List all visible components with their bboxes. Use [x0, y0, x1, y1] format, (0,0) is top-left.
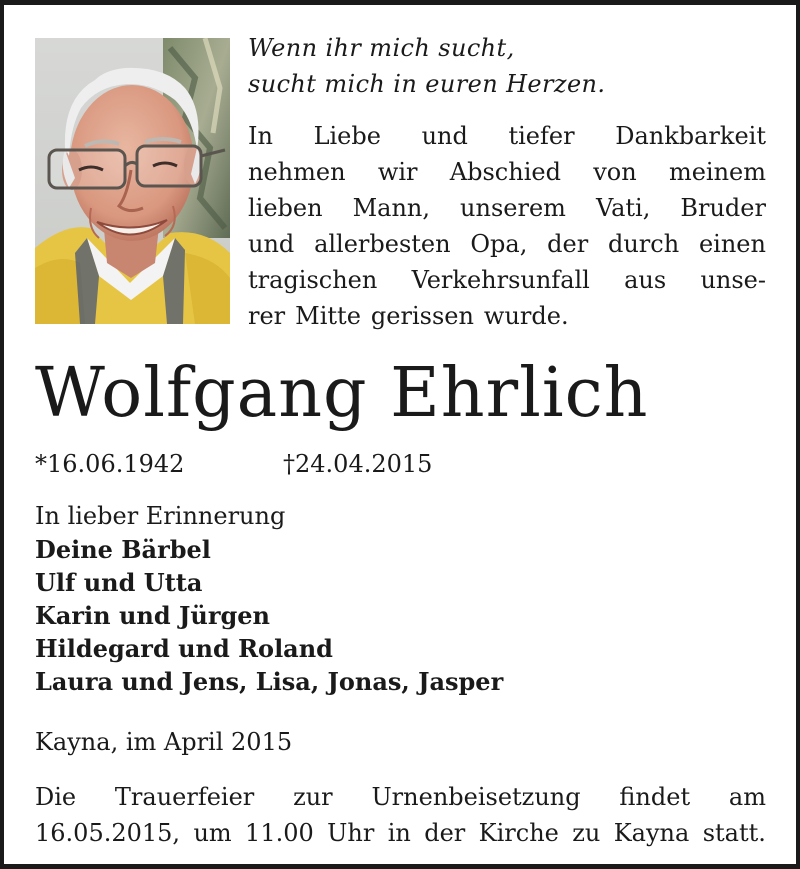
service-announcement	[35, 779, 766, 851]
text-line	[35, 815, 766, 851]
family-member-line: Karin und Jürgen	[35, 601, 270, 630]
portrait-photo	[35, 38, 230, 324]
family-signatures	[35, 500, 503, 698]
text-word: Opa,	[470, 230, 528, 258]
family-member-line: Hildegard und Roland	[35, 634, 333, 663]
deceased-name: Wolfgang Ehrlich	[35, 354, 649, 433]
text-word: zur	[293, 783, 333, 811]
family-member-line: Laura und Jens, Lisa, Jonas, Jasper	[35, 667, 504, 696]
family-member-line: Ulf und Utta	[35, 568, 203, 597]
text-line	[248, 154, 766, 190]
text-word: unse-	[700, 266, 766, 294]
text-line	[248, 262, 766, 298]
text-line	[35, 779, 766, 815]
text-word: Uhr	[327, 819, 375, 847]
text-word: Liebe	[313, 122, 381, 150]
text-word: Vati,	[595, 194, 651, 222]
text-word: Trauerfeier	[114, 783, 255, 811]
text-word: zu	[572, 819, 601, 847]
text-word: Verkehrsunfall	[411, 266, 590, 294]
text-word: meinem	[668, 158, 766, 186]
motto-line: sucht mich in euren Herzen.	[248, 70, 606, 98]
text-word: der	[547, 230, 589, 258]
text-word: Kayna	[613, 819, 690, 847]
text-line	[248, 118, 766, 154]
text-word: findet	[619, 783, 691, 811]
text-word: lieben	[248, 194, 323, 222]
family-intro: In lieber Erinnerung	[35, 502, 286, 530]
text-word: tragischen	[248, 266, 378, 294]
family-member-line: Deine Bärbel	[35, 535, 211, 564]
text-word: Mitte	[295, 302, 361, 330]
text-word: tiefer	[508, 122, 575, 150]
text-word: 11.00	[245, 819, 314, 847]
text-word: Mann,	[352, 194, 431, 222]
place-date: Kayna, im April 2015	[35, 728, 293, 756]
intro-text	[248, 118, 766, 334]
text-word: wurde.	[483, 302, 569, 330]
text-line	[248, 190, 766, 226]
text-word: von	[593, 158, 637, 186]
text-word: 16.05.2015,	[35, 819, 181, 847]
text-word: in	[387, 819, 411, 847]
text-word: In	[248, 122, 273, 150]
text-word: allerbesten	[314, 230, 451, 258]
text-word: am	[728, 783, 766, 811]
text-word: Dankbarkeit	[615, 122, 766, 150]
birth-date: *16.06.1942	[35, 450, 185, 478]
text-word: wir	[377, 158, 418, 186]
text-line	[248, 226, 766, 262]
text-word: unserem	[460, 194, 566, 222]
text-word: statt.	[702, 819, 766, 847]
text-word: rer	[248, 302, 286, 330]
text-word: Urnenbeisetzung	[371, 783, 581, 811]
text-word: durch	[607, 230, 680, 258]
text-word: einen	[698, 230, 766, 258]
text-word: Kirche	[478, 819, 559, 847]
text-word: um	[193, 819, 232, 847]
text-word: und	[248, 230, 295, 258]
text-word: Bruder	[680, 194, 766, 222]
text-word: nehmen	[248, 158, 346, 186]
text-line	[248, 298, 766, 334]
death-date: †24.04.2015	[283, 450, 433, 478]
text-word: aus	[624, 266, 667, 294]
text-word: und	[421, 122, 468, 150]
motto-quote	[248, 30, 768, 102]
text-word: gerissen	[370, 302, 474, 330]
motto-line: Wenn ihr mich sucht,	[248, 34, 515, 62]
text-word: Abschied	[449, 158, 561, 186]
text-word: Die	[35, 783, 77, 811]
text-word: der	[424, 819, 466, 847]
